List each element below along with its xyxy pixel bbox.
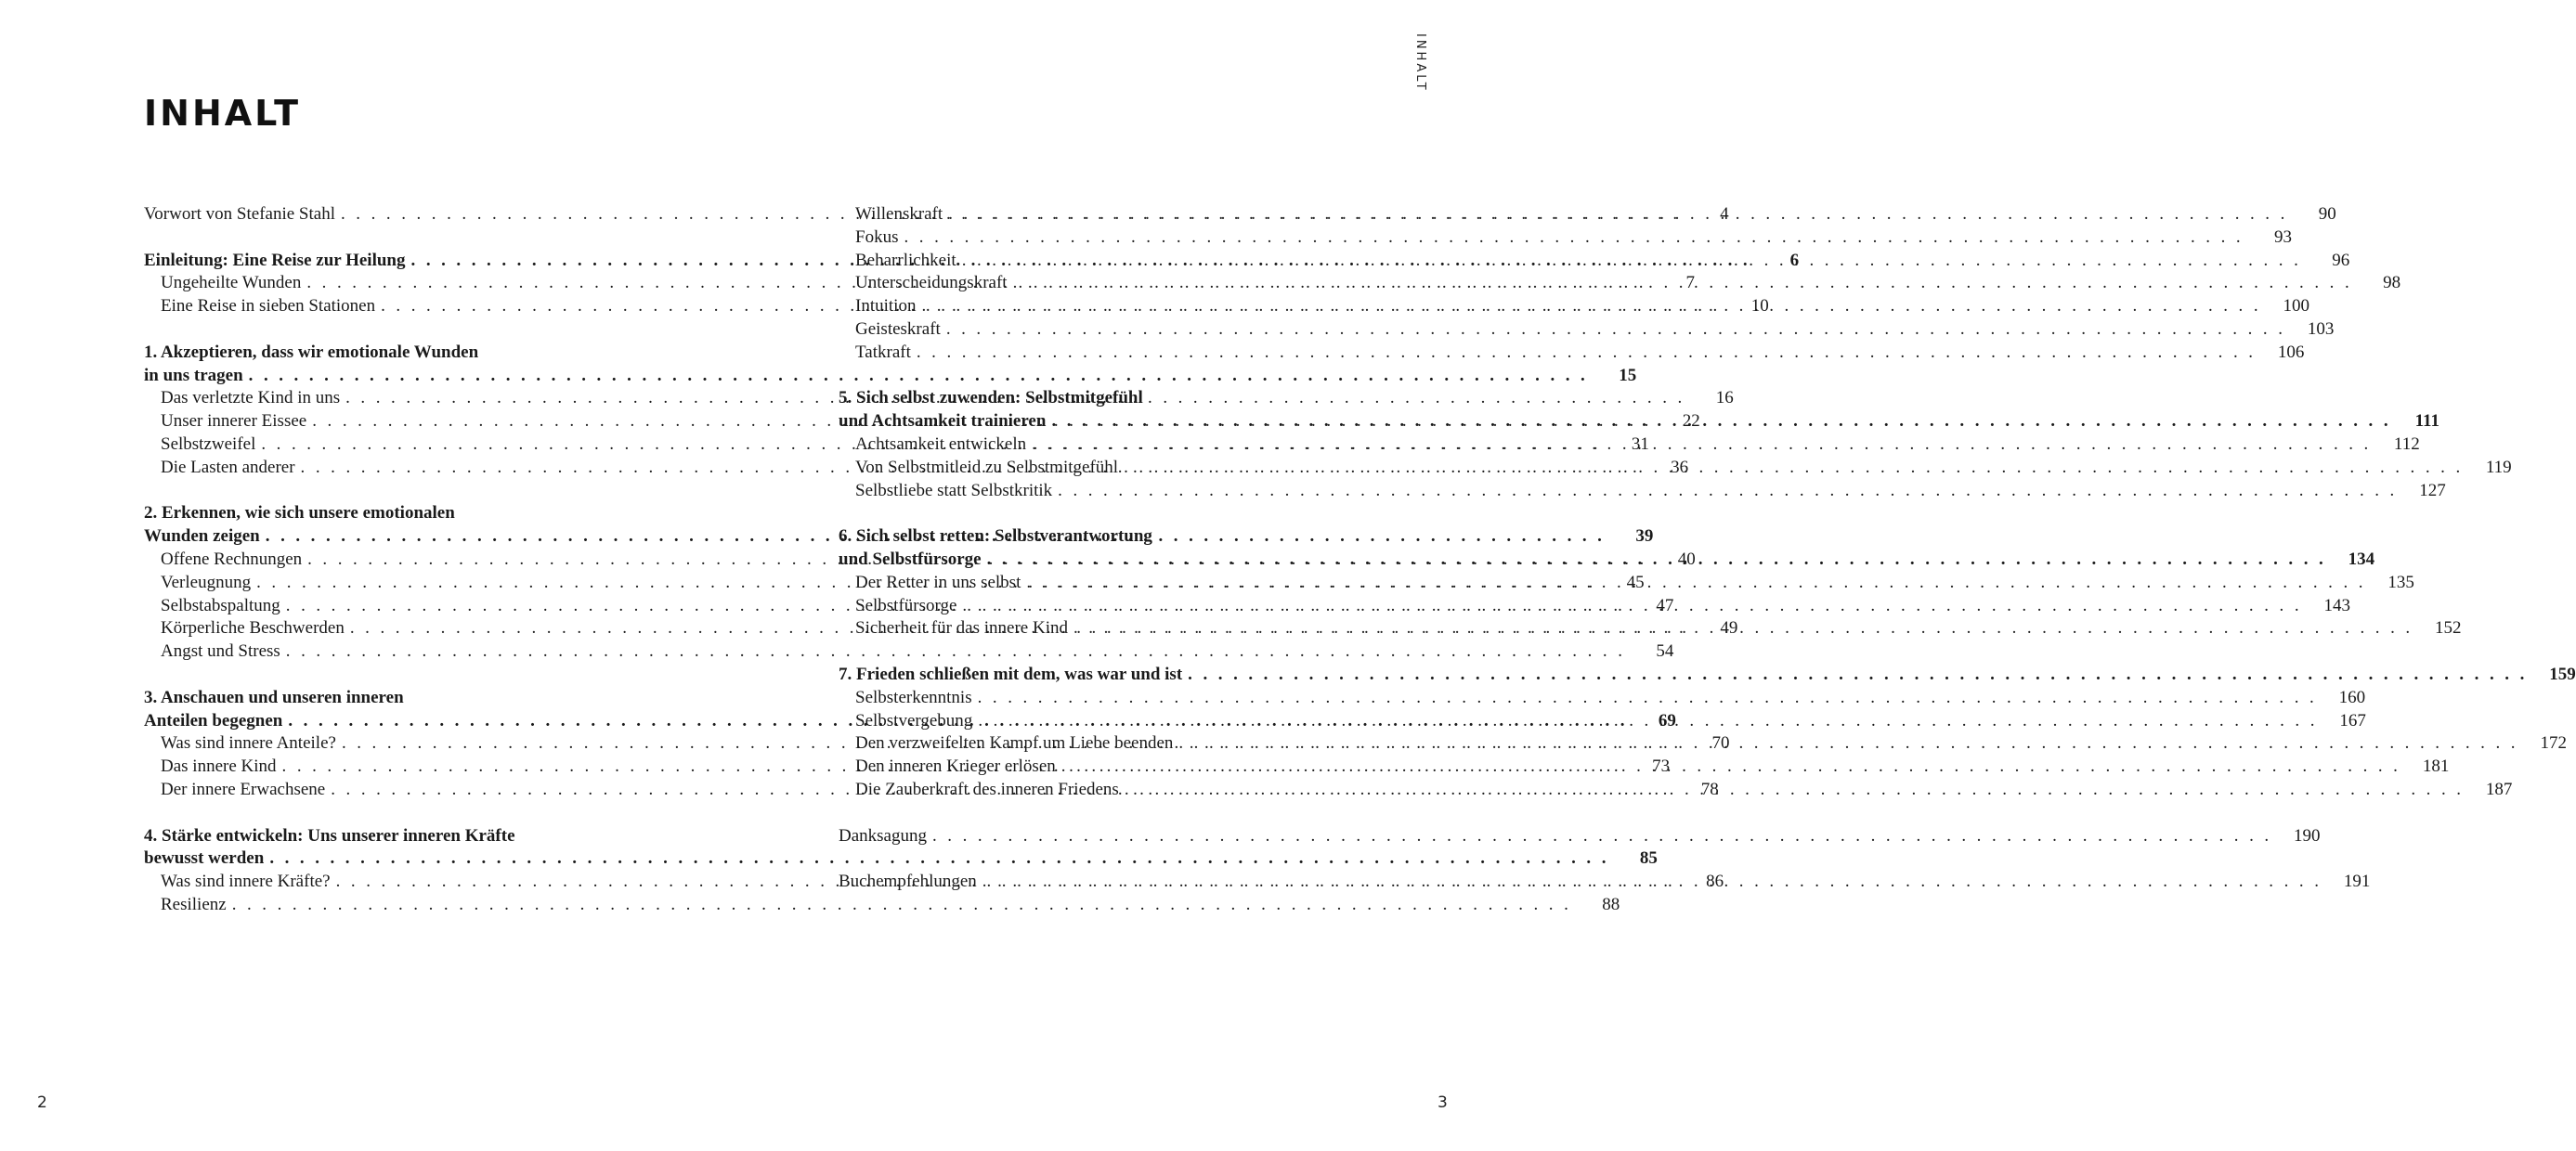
toc-dot-leader <box>978 687 2318 710</box>
toc-entry-title: Unterscheidungskraft <box>855 273 1008 293</box>
toc-chapter-entry <box>839 525 1280 549</box>
toc-page-number: 4 <box>1720 204 1729 224</box>
toc-page-number: 69 <box>1658 710 1676 731</box>
toc-page-number: 134 <box>2348 549 2375 569</box>
toc-page-number: 143 <box>2323 595 2350 615</box>
toc-entry-title: Sicherheit für das innere Kind <box>855 618 1068 639</box>
toc-page-number: 152 <box>2435 618 2462 639</box>
toc-chapter-entry <box>144 342 585 365</box>
toc-page-number: 86 <box>1706 872 1724 892</box>
toc-entry-title: Fokus <box>855 226 899 247</box>
toc-entry-title: Ungeheilte Wunden <box>161 273 302 293</box>
toc-entry-title: Anteilen begegnen <box>144 710 283 731</box>
toc-entry-title: Den inneren Krieger erlösen <box>855 757 1056 777</box>
toc-entry-title: 6. Sich selbst retten: Selbstverantwortung <box>839 526 1152 547</box>
toc-page-number: 112 <box>2393 433 2420 454</box>
toc-page-number: 10 <box>1750 296 1769 317</box>
toc-dot-leader <box>1032 433 2372 457</box>
toc-entry-title: Offene Rechnungen <box>161 549 303 569</box>
toc-dot-leader <box>946 318 2286 342</box>
toc-page-number: 45 <box>1626 572 1645 592</box>
toc-page-number: 160 <box>2338 687 2366 707</box>
toc-dot-leader <box>962 595 2302 618</box>
toc-page-number: 7 <box>1685 273 1695 293</box>
toc-entry-title: Den verzweifelten Kampf um Liebe beenden <box>855 733 1174 754</box>
toc-entry-title: Selbstvergebung <box>855 710 973 731</box>
toc-page-number: 106 <box>2277 342 2305 362</box>
page-title: INHALT <box>144 93 301 134</box>
toc-page-number: 93 <box>2274 226 2293 247</box>
toc-subentry <box>839 250 2350 273</box>
toc-entry-title: 7. Frieden schließen mit dem, was war und ist <box>839 664 1183 684</box>
toc-page-number: 181 <box>2422 757 2450 777</box>
toc-subentry <box>839 342 2305 365</box>
toc-group <box>839 203 2401 365</box>
toc-subentry <box>144 894 1620 917</box>
toc-subentry <box>839 226 2293 250</box>
toc-entry-title: Resilienz <box>161 894 227 914</box>
toc-subentry <box>839 295 2310 318</box>
toc-entry-title: Vorwort von Stefanie Stahl <box>144 204 335 224</box>
toc-page-number: 73 <box>1652 757 1671 777</box>
toc-dot-leader <box>1061 756 2401 779</box>
toc-entry-title: Die Lasten anderer <box>161 457 295 477</box>
toc-subentry <box>839 272 2401 295</box>
toc-dot-leader <box>1125 779 2465 802</box>
toc-page-number: 103 <box>2307 318 2335 339</box>
toc-page-number: 100 <box>2283 296 2310 317</box>
toc-page-number: 22 <box>1682 411 1700 432</box>
toc-entry-title: bewusst werden <box>144 848 265 869</box>
toc-dot-leader <box>1051 410 2391 433</box>
toc-page-number: 187 <box>2485 779 2513 799</box>
toc-dot-leader <box>948 203 2288 226</box>
toc-entry-title: Das verletzte Kind in uns <box>161 388 341 408</box>
toc-entry-title: Von Selbstmitleid zu Selbstmitgefühl <box>855 457 1119 477</box>
toc-page-number: 88 <box>1602 894 1620 914</box>
toc-entry-title: 5. Sich selbst zuwenden: Selbstmitgefühl <box>839 388 1143 408</box>
toc-dot-leader <box>904 226 2244 250</box>
toc-page-number: 6 <box>1789 250 1800 270</box>
page-number-right: 3 <box>1438 1093 1448 1112</box>
toc-entry-title: Selbstabspaltung <box>161 595 280 615</box>
toc-page-number: 49 <box>1720 618 1738 639</box>
toc-page-number: 15 <box>1619 365 1637 385</box>
toc-entry-title: 3. Anschauen und unseren inneren <box>144 687 404 707</box>
toc-chapter-entry <box>839 664 2576 687</box>
toc-page-number: 190 <box>2294 825 2321 846</box>
toc-chapter-entry <box>839 387 1280 410</box>
toc-page-number: 98 <box>2383 273 2401 293</box>
toc-dot-leader <box>1073 617 2413 640</box>
toc-page-number: 191 <box>2343 872 2371 892</box>
toc-entry-title: Selbstzweifel <box>161 433 256 454</box>
toc-subentry <box>144 640 1674 664</box>
toc-subentry <box>839 318 2335 342</box>
toc-entry-title: Wunden zeigen <box>144 526 260 547</box>
toc-page-number: 96 <box>2332 250 2350 270</box>
toc-entry-title: Tatkraft <box>855 342 911 362</box>
toc-entry-title: Unser innerer Eissee <box>161 411 307 432</box>
toc-entry-title: Einleitung: Eine Reise zur Heilung <box>144 250 406 270</box>
toc-entry-title: Geisteskraft <box>855 318 941 339</box>
toc-dot-leader <box>982 871 2322 894</box>
toc-dot-leader <box>962 250 2302 273</box>
toc-entry-title: Danksagung <box>839 825 927 846</box>
toc-page-number: 127 <box>2419 480 2446 500</box>
toc-entry-title: Der Retter in uns selbst <box>855 572 1021 592</box>
toc-dot-leader <box>1188 664 2528 687</box>
toc-dot-leader <box>1058 480 2398 503</box>
running-head: INHALT <box>1413 33 1427 93</box>
toc-entry-title: Selbstfürsorge <box>855 595 957 615</box>
toc-chapter-entry <box>144 365 1637 388</box>
toc-page-number: 111 <box>2414 411 2439 432</box>
toc-entry-title: und Achtsamkeit trainieren <box>839 411 1047 432</box>
toc-page-number: 159 <box>2549 664 2576 684</box>
toc-dot-leader <box>1178 732 2518 756</box>
toc-dot-leader <box>1026 572 2366 595</box>
toc-entry-title: Selbstliebe statt Selbstkritik <box>855 480 1053 500</box>
toc-page-number: 119 <box>2485 457 2512 477</box>
toc-subentry <box>839 203 2336 226</box>
toc-entry-title: Was sind innere Kräfte? <box>161 872 331 892</box>
toc-entry-title: Eine Reise in sieben Stationen <box>161 296 376 317</box>
toc-entry-title: Was sind innere Anteile? <box>161 733 336 754</box>
toc-dot-leader <box>1013 272 2353 295</box>
toc-page-number: 85 <box>1639 848 1658 869</box>
toc-page-number: 39 <box>1635 526 1654 547</box>
toc-subentry <box>839 480 2446 503</box>
toc-page-number: 16 <box>1715 388 1734 408</box>
toc-dot-leader <box>1124 457 2464 480</box>
toc-entry-title: Intuition <box>855 296 917 317</box>
toc-entry-title: Willenskraft <box>855 204 943 224</box>
toc-page-number: 54 <box>1656 641 1674 662</box>
toc-page-number: 78 <box>1700 779 1719 799</box>
toc-dot-leader <box>987 549 2327 572</box>
toc-chapter-entry <box>144 687 585 710</box>
toc-entry-title: Der innere Erwachsene <box>161 779 326 799</box>
toc-page-number: 40 <box>1677 549 1696 569</box>
toc-chapter-entry <box>144 847 1658 871</box>
toc-chapter-entry <box>144 502 585 525</box>
toc-entry-title: Buchempfehlungen <box>839 872 977 892</box>
toc-entry-title: Das innere Kind <box>161 757 277 777</box>
toc-entry-title: Die Zauberkraft des inneren Friedens <box>855 779 1119 799</box>
toc-entry-title: 1. Akzeptieren, dass wir emotionale Wunden <box>144 342 479 362</box>
toc-entry-title: in uns tragen <box>144 365 243 385</box>
toc-dot-leader <box>917 342 2257 365</box>
toc-entry-title: 2. Erkennen, wie sich unsere emotionalen <box>144 503 455 524</box>
toc-page-number: 47 <box>1656 595 1674 615</box>
toc-entry-title: Angst und Stress <box>161 641 280 662</box>
toc-entry-title: Beharrlichkeit <box>855 250 956 270</box>
toc-dot-leader <box>932 825 2272 848</box>
toc-dot-leader <box>921 295 2261 318</box>
toc-entry-title: 4. Stärke entwickeln: Uns unserer inneren Kräfte <box>144 825 515 846</box>
toc-entry-title: Selbsterkenntnis <box>855 687 972 707</box>
toc-subentry <box>839 687 2366 710</box>
toc-entry-title: Achtsamkeit entwickeln <box>855 433 1027 454</box>
toc-dot-leader <box>978 710 2318 733</box>
toc-page-number: 36 <box>1671 457 1689 477</box>
toc-page-number: 172 <box>2540 733 2567 754</box>
toc-entry-title: und Selbstfürsorge <box>839 549 982 569</box>
toc-chapter-entry <box>839 825 2321 848</box>
toc-entry-title: Körperliche Beschwerden <box>161 618 345 639</box>
toc-page-number: 70 <box>1711 733 1730 754</box>
toc-entry-title: Verleugnung <box>161 572 252 592</box>
page-number-left: 2 <box>37 1093 47 1112</box>
toc-page-number: 167 <box>2339 710 2366 731</box>
toc-chapter-entry <box>144 825 585 848</box>
toc-page-number: 90 <box>2318 204 2336 224</box>
toc-group <box>839 825 2321 848</box>
toc-page-number: 135 <box>2387 572 2414 592</box>
toc-page-number: 31 <box>1631 433 1649 454</box>
